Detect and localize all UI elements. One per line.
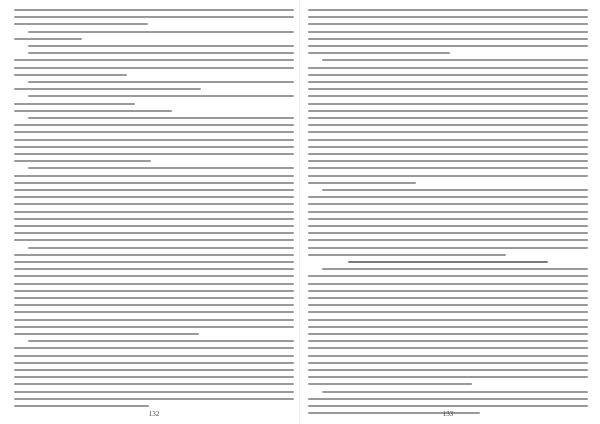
text-line (308, 160, 588, 162)
text-line (308, 297, 588, 299)
text-line (308, 254, 506, 256)
text-line (14, 146, 294, 148)
text-line (308, 225, 588, 227)
text-line (14, 268, 294, 270)
text-line (308, 146, 588, 148)
right-page-number: 133 (442, 410, 454, 418)
text-line (308, 45, 588, 47)
right-page-body (308, 6, 588, 402)
text-line (14, 16, 294, 18)
text-line (308, 247, 588, 249)
text-line (14, 189, 294, 191)
text-line (14, 74, 127, 76)
text-line (308, 52, 450, 54)
text-line (14, 239, 294, 241)
text-line (308, 218, 588, 220)
text-line (14, 261, 294, 263)
text-line (14, 203, 294, 205)
text-line (308, 239, 588, 241)
text-line (322, 59, 588, 61)
text-line (308, 311, 588, 313)
text-line (308, 283, 588, 285)
text-line (14, 23, 148, 25)
text-line (14, 391, 294, 393)
text-line (14, 196, 294, 198)
text-line (28, 117, 294, 119)
text-line (14, 254, 294, 256)
text-line (14, 398, 294, 400)
text-line (308, 376, 588, 378)
text-line (308, 340, 588, 342)
text-line (14, 369, 294, 371)
text-line (14, 153, 294, 155)
text-line (322, 391, 588, 393)
text-line (308, 290, 588, 292)
text-line (308, 16, 588, 18)
text-line (14, 175, 294, 177)
text-line (308, 383, 472, 385)
page-gutter (299, 0, 300, 424)
text-line (28, 167, 294, 169)
text-line (308, 369, 588, 371)
text-line (308, 167, 588, 169)
text-line (308, 9, 588, 11)
text-line (14, 110, 172, 112)
text-line (308, 103, 588, 105)
text-line (14, 304, 294, 306)
text-line (14, 232, 294, 234)
text-line (308, 232, 588, 234)
text-line (308, 333, 588, 335)
text-line (308, 110, 588, 112)
text-line (322, 189, 588, 191)
text-line (14, 9, 294, 11)
text-line (308, 31, 588, 33)
left-page-number: 132 (148, 410, 160, 418)
text-line (14, 103, 135, 105)
text-line (14, 131, 294, 133)
text-line (308, 88, 588, 90)
text-line (308, 131, 588, 133)
text-line (14, 225, 294, 227)
text-line (14, 297, 294, 299)
text-line (28, 31, 294, 33)
text-line (14, 182, 294, 184)
left-page-body (14, 6, 294, 402)
text-line (308, 124, 588, 126)
text-line (308, 355, 588, 357)
text-line (14, 218, 294, 220)
text-line (14, 124, 294, 126)
text-line (308, 74, 588, 76)
text-line (308, 398, 588, 400)
text-line (14, 88, 201, 90)
text-line (322, 268, 588, 270)
text-line (308, 139, 588, 141)
text-line (308, 38, 588, 40)
text-line (308, 211, 588, 213)
text-line (14, 59, 294, 61)
text-line (308, 67, 588, 69)
left-page (14, 6, 294, 418)
text-line (28, 95, 294, 97)
text-line (14, 283, 294, 285)
text-line (348, 261, 548, 263)
text-line (14, 38, 82, 40)
text-line (308, 182, 416, 184)
text-line (308, 196, 588, 198)
text-line (308, 405, 588, 407)
text-line (308, 362, 588, 364)
text-line (308, 23, 588, 25)
text-line (14, 139, 294, 141)
text-line (308, 95, 588, 97)
text-line (308, 81, 588, 83)
text-line (14, 326, 294, 328)
right-page (308, 6, 588, 418)
text-line (14, 211, 294, 213)
text-line (14, 67, 294, 69)
text-line (14, 275, 294, 277)
text-line (14, 362, 294, 364)
text-line (14, 355, 294, 357)
text-line (14, 160, 151, 162)
text-line (308, 347, 588, 349)
text-line (308, 275, 588, 277)
text-line (308, 175, 588, 177)
text-line (14, 311, 294, 313)
text-line (308, 203, 588, 205)
text-line (14, 376, 294, 378)
text-line (28, 52, 294, 54)
text-line (308, 117, 588, 119)
text-line (308, 153, 588, 155)
text-line (14, 383, 294, 385)
text-line (14, 333, 199, 335)
text-line (308, 304, 588, 306)
text-line (308, 326, 588, 328)
text-line (28, 45, 294, 47)
text-line (14, 347, 294, 349)
text-line (28, 247, 294, 249)
text-line (14, 319, 294, 321)
text-line (28, 340, 294, 342)
text-line (308, 319, 588, 321)
text-line (14, 405, 149, 407)
text-line (28, 81, 294, 83)
text-line (14, 290, 294, 292)
